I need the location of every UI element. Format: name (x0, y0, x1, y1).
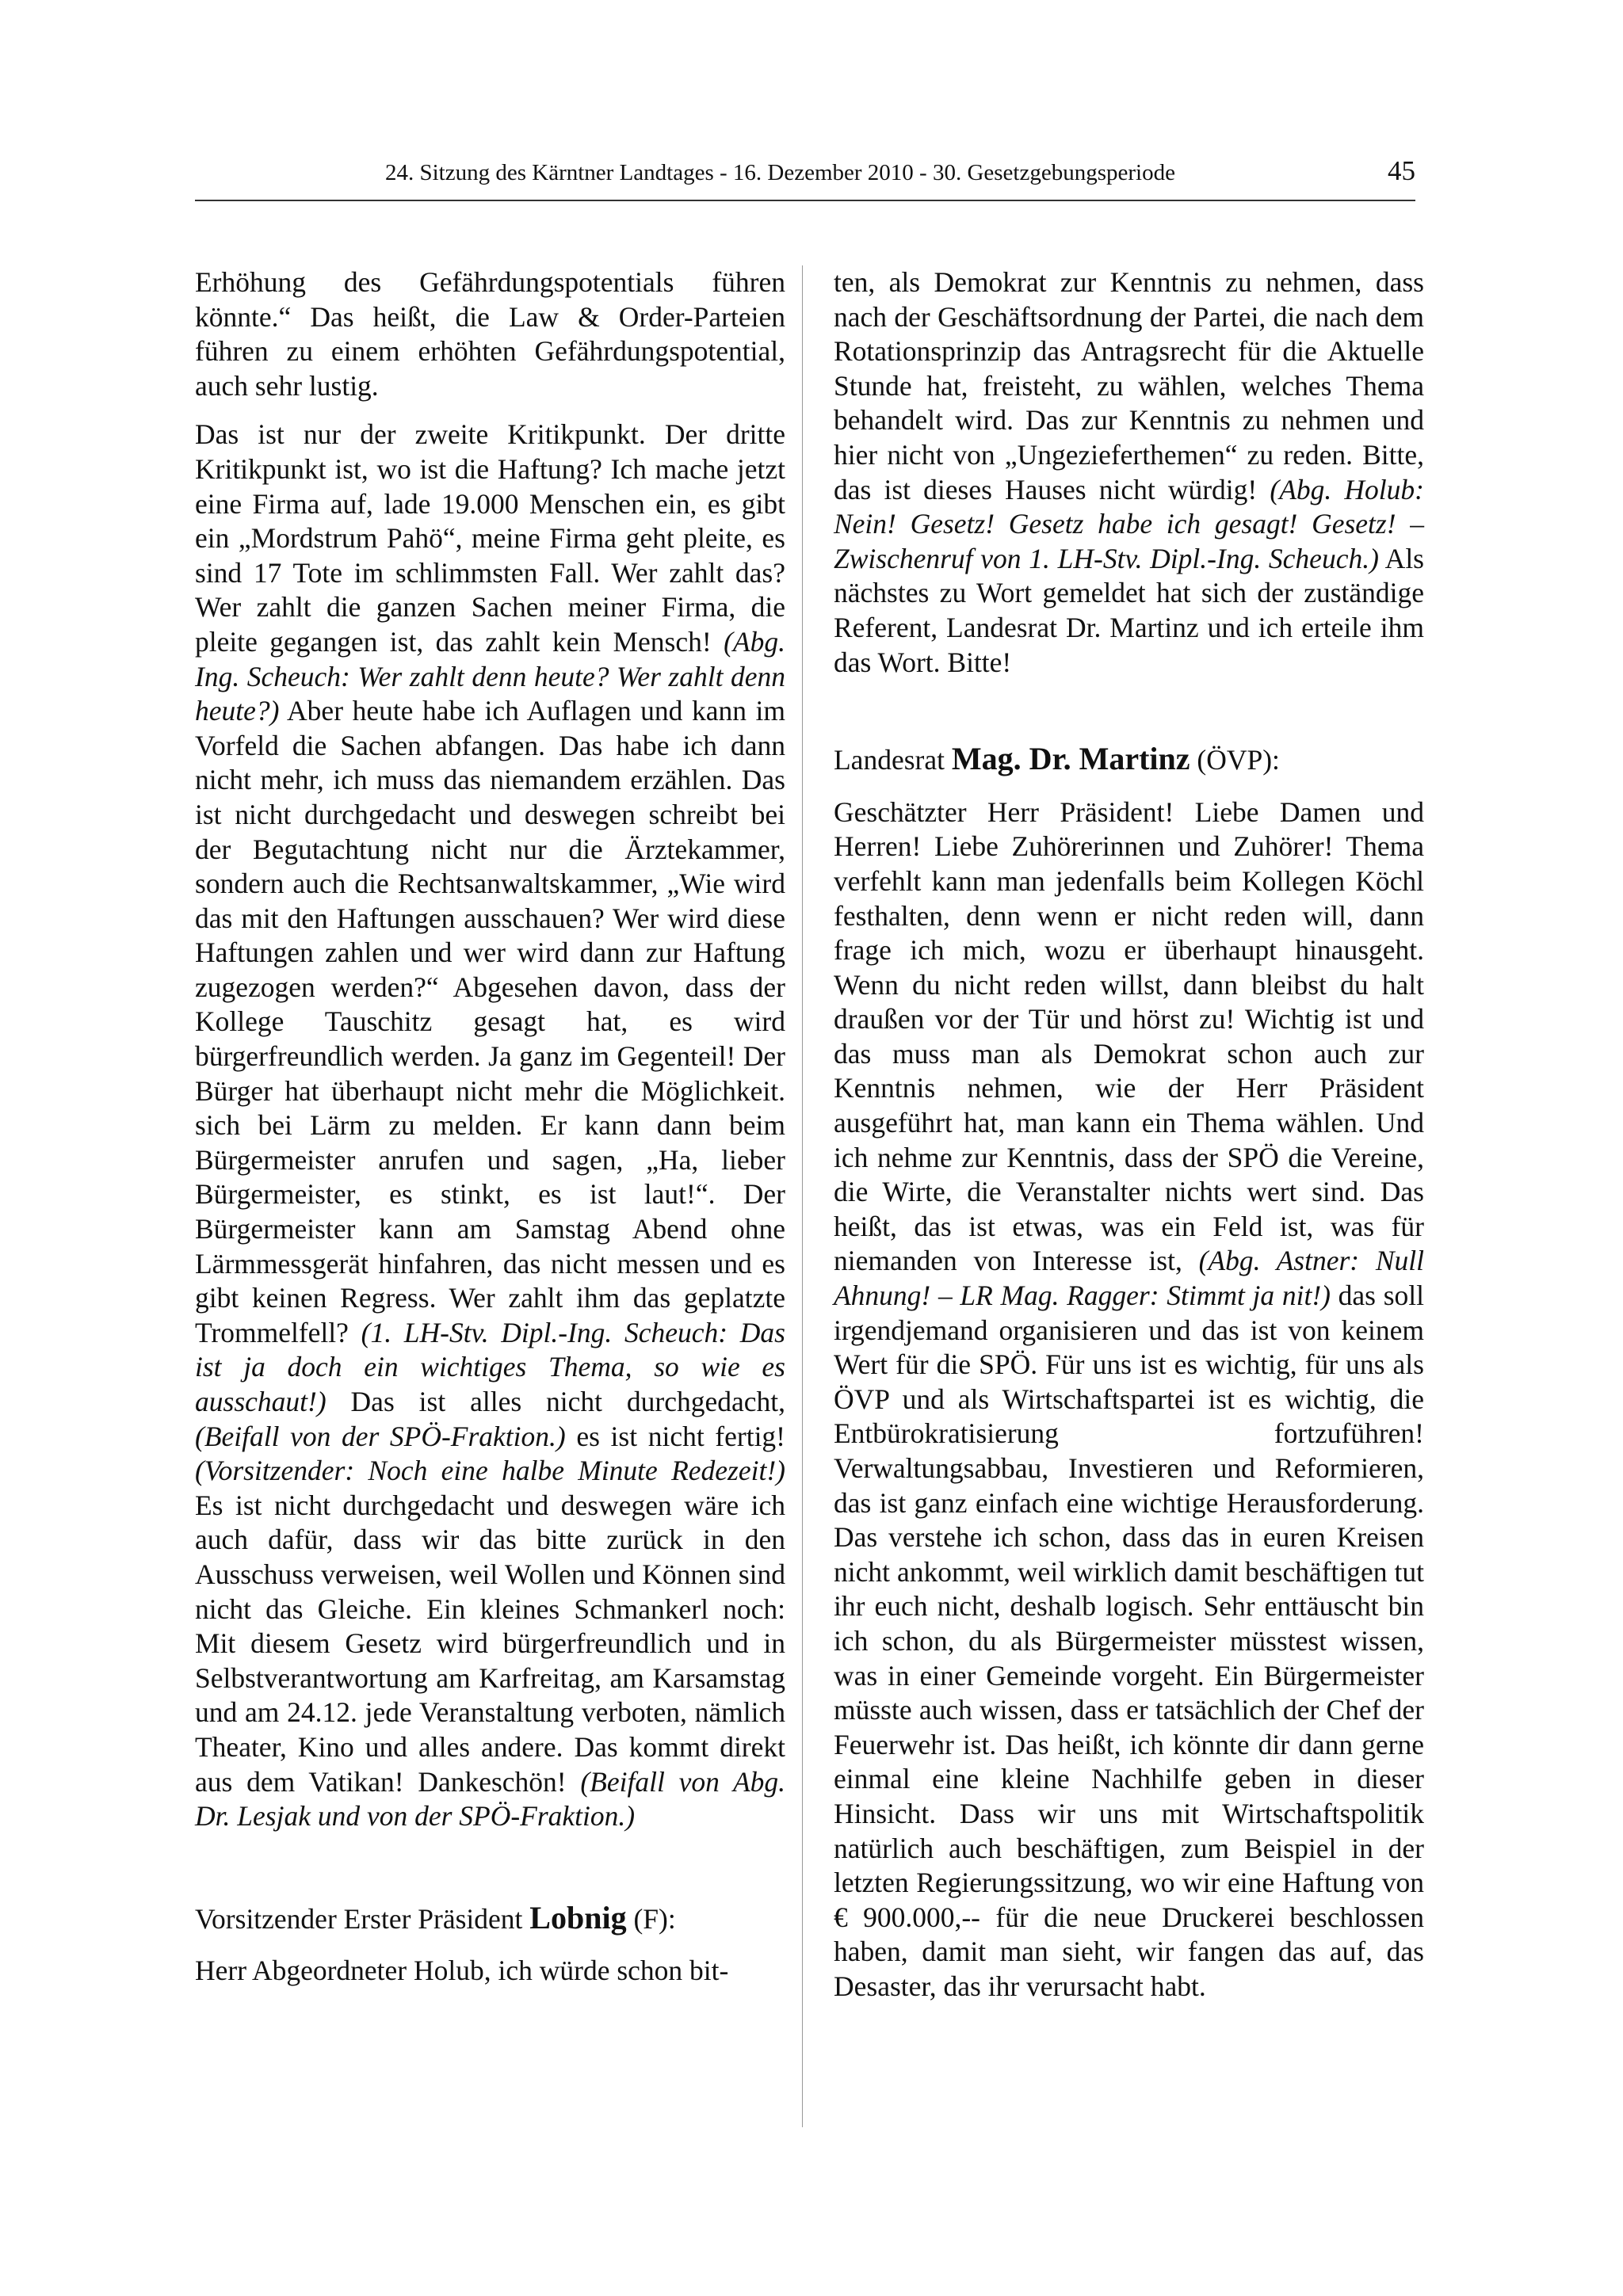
text-run: Als nächstes zu Wort gemeldet hat sich der zuständige Referent, Landesrat Dr. Martinz und ich erteile ihm das Wort. Bitte! (834, 542, 1424, 678)
paragraph (834, 795, 1424, 2004)
text-run: Es ist nicht durchgedacht und deswegen wäre ich auch dafür, dass wir das bitte zurück in den Ausschuss verweisen, weil Wollen und Können sind nicht das Gleiche. Ein kleines Schmankerl noch: Mit diesem Gesetz wird bürgerfreundlich und in Selbstverantwortung am Karfreitag, am Karsamstag und am 24.12. jede Veranstaltung verboten, nämlich Theater, Kino und alles andere. Das kommt direkt aus dem Vatikan! Dankeschön! (195, 1489, 785, 1798)
paragraph: Erhöhung des Gefährdungspotentials führen könnte.“ Das heißt, die Law & Order-Parteien führen zu einem erhöhten Gefährdungspotential, auch sehr lustig. (195, 266, 785, 402)
text-run: Das ist alles nicht durchgedacht, (326, 1386, 785, 1417)
interjection: (Abg. Holub: Nein! Gesetz! Gesetz habe ich gesagt! Gesetz! – Zwischenruf von 1. LH-Stv. Dipl.-Ing. Scheuch.) (834, 473, 1424, 574)
right-column (834, 265, 1424, 2004)
text-run: Das ist nur der zweite Kritikpunkt. Der dritte Kritikpunkt ist, wo ist die Haftung? Ich mache jetzt eine Firma auf, lade 19.000 Menschen ein, es gibt ein „Mordstrum Pahö“, meine Firma geht pleite, es sind 17 Tote im schlimmsten Fall. Wer zahlt das? Wer zahlt die ganzen Sachen meiner Firma, die pleite gegangen ist, das zahlt kein Mensch! (195, 418, 785, 658)
speaker-name: Mag. Dr. Martinz (951, 741, 1190, 777)
interjection: (Beifall von der SPÖ-Fraktion.) (195, 1420, 566, 1452)
interjection: (Vorsitzender: Noch eine halbe Minute Redezeit!) (195, 1455, 785, 1487)
speaker-party: (F): (626, 1902, 676, 1935)
speaker-heading (834, 742, 1424, 778)
speaker-party: (ÖVP): (1190, 744, 1280, 776)
text-run: es ist nicht fertig! (565, 1420, 786, 1452)
paragraph (834, 265, 1424, 680)
paragraph (195, 418, 785, 1833)
text-run: das soll irgendjemand organisieren und das ist von keinem Wert für die SPÖ. Für uns ist es wichtig, für uns als ÖVP und als Wirtschaftspartei ist es wichtig, die Entbürokratisierung fortzuführen! Verwaltungsabbau, Investieren und Reformieren, das ist ganz einfach eine wichtige Herausforderung. Das verstehe ich schon, dass das in euren Kreisen nicht ankommt, weil wirklich damit beschäftigen tut ihr euch nicht, deshalb logisch. Sehr enttäuscht bin ich schon, du als Bürgermeister müsstest wissen, was in einer Gemeinde vorgeht. Ein Bürgermeister müsste auch wissen, dass er tatsächlich der Chef der Feuerwehr ist. Das heißt, ich könnte dir dann gerne einmal eine kleine Nachhilfe geben in dieser Hinsicht. Dass wir uns mit Wirtschaftspolitik natürlich auch beschäftigen, zum Beispiel in der letzten Regierungssitzung, wo wir eine Haftung von € 900.000,-- für die neue Druckerei beschlossen haben, damit man sieht, wir fangen das auf, das Desaster, das ihr verursacht habt. (834, 1280, 1424, 2002)
text-run: Aber heute habe ich Auflagen und kann im Vorfeld die Sachen abfangen. Das habe ich dann nicht mehr, ich muss das niemandem erzählen. Das ist nicht durchgedacht und deswegen schreibt bei der Begutachtung nicht nur die Ärztekammer, sondern auch die Rechtsanwaltskammer, „Wie wird das mit den Haftungen ausschauen? Wer wird diese Haftungen zahlen und wer wird dann zur Haftung zugezogen werden?“ Abgesehen davon, dass der Kollege Tauschitz gesagt hat, es wird bürgerfreundlich werden. Ja ganz im Gegenteil! Der Bürger hat überhaupt nicht mehr die Möglichkeit. sich bei Lärm zu melden. Er kann dann beim Bürgermeister anrufen und sagen, „Ha, lieber Bürgermeister, es stinkt, es ist laut!“. Der Bürgermeister kann am Samstag Abend ohne Lärmmessgerät hinfahren, das nicht messen und es gibt keinen Regress. Wer zahlt ihm das geplatzte Trommelfell? (195, 695, 785, 1348)
paragraph: Herr Abgeordneter Holub, ich würde schon bit- (195, 1955, 729, 1987)
speaker-heading (195, 1901, 785, 1937)
speaker-role: Landesrat (834, 744, 952, 776)
text-run: ten, als Demokrat zur Kenntnis zu nehmen, dass nach der Geschäftsordnung der Partei, die nach dem Rotationsprinzip das Antragsrecht für die Aktuelle Stunde hat, freisteht, zu wählen, welches Thema behandelt wird. Das zur Kenntnis zu nehmen und hier nicht von „Ungezieferthemen“ zu reden. Bitte, das ist dieses Hauses nicht würdig! (834, 266, 1424, 505)
left-column (195, 265, 785, 1989)
speaker-role: Vorsitzender Erster Präsident (195, 1902, 530, 1935)
interjection: (Beifall von Abg. Dr. Lesjak und von der SPÖ-Fraktion.) (195, 1765, 785, 1833)
interjection: (1. LH-Stv. Dipl.-Ing. Scheuch: Das ist ja doch ein wichtiges Thema, so wie es ausschaut!) (195, 1316, 785, 1417)
interjection: (Abg. Ing. Scheuch: Wer zahlt denn heute? Wer zahlt denn heute?) (195, 625, 785, 727)
page-header (195, 155, 1415, 201)
speaker-name: Lobnig (529, 1899, 627, 1936)
header-title: 24. Sitzung des Kärntner Landtages - 16. Dezember 2010 - 30. Gesetzgebungsperiode (385, 160, 1175, 185)
column-divider (802, 265, 803, 2127)
page-number: 45 (1388, 155, 1415, 186)
interjection: (Abg. Astner: Null Ahnung! – LR Mag. Ragger: Stimmt ja nit!) (834, 1245, 1425, 1312)
text-run: Geschätzter Herr Präsident! Liebe Damen und Herren! Liebe Zuhörerinnen und Zuhörer! Thema verfehlt kann man jedenfalls beim Kollegen Köchl festhalten, denn wenn er nicht reden will, dann frage ich mich, wozu er überhaupt hinausgeht. Wenn du nicht reden willst, dann bleibst du halt draußen vor der Tür und hörst zu! Wichtig ist und das muss man als Demokrat schon auch zur Kenntnis nehmen, wie der Herr Präsident ausgeführt hat, man kann ein Thema wählen. Und ich nehme zur Kenntnis, dass der SPÖ die Vereine, die Wirte, die Veranstalter nichts wert sind. Das heißt, das ist etwas, was ein Feld ist, was für niemanden von Interesse ist, (834, 795, 1424, 1277)
